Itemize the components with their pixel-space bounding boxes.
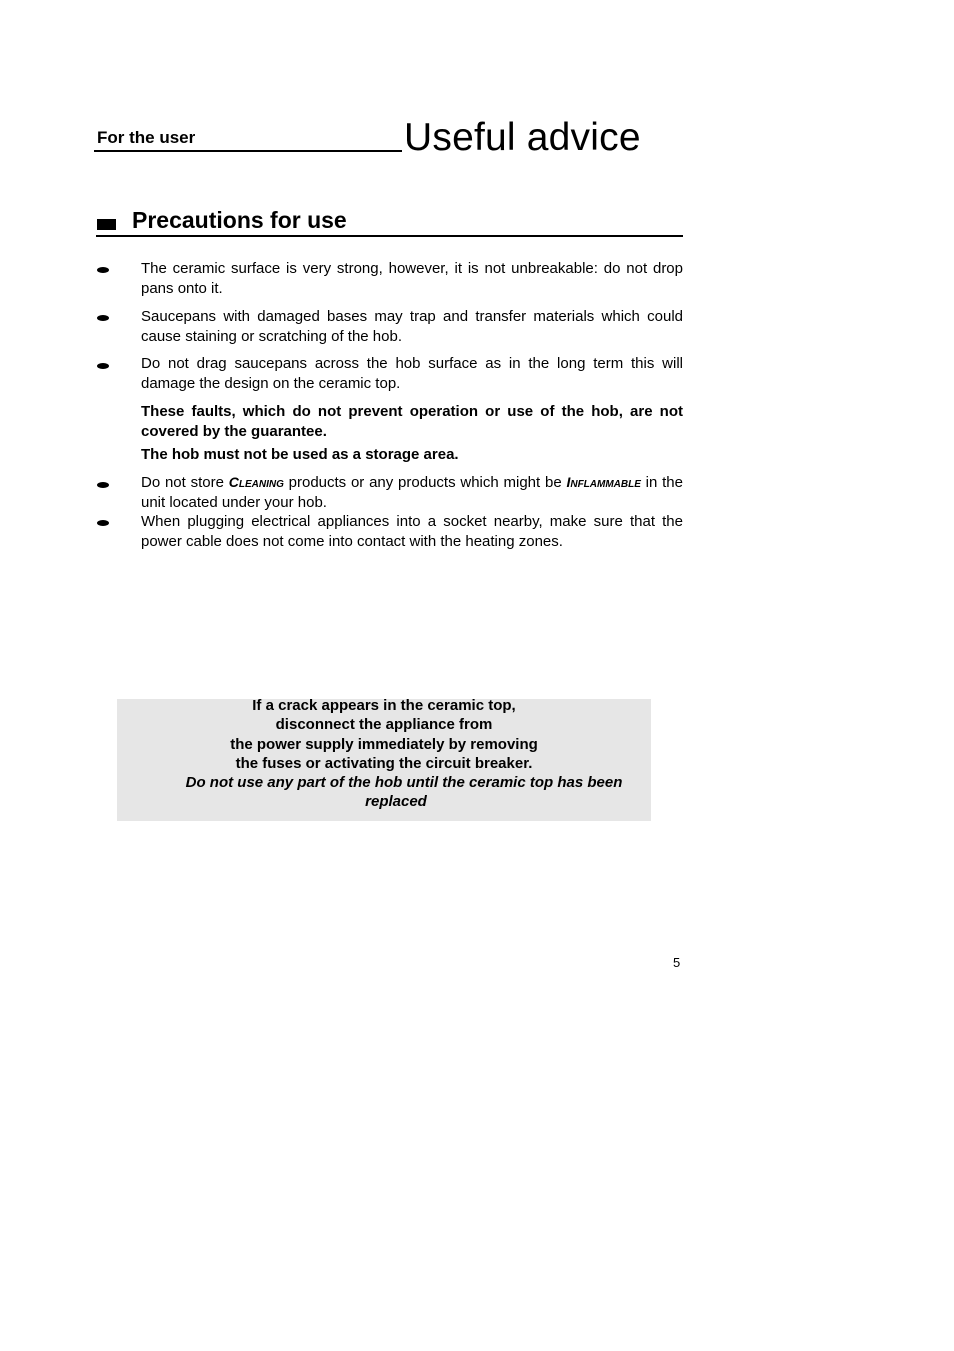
warning-line: the power supply immediately by removing: [230, 736, 538, 753]
section-label: For the user: [97, 128, 196, 147]
note-guarantee: These faults, which do not prevent operation or use of the hob, are not covered by the guarantee.: [141, 403, 683, 440]
warning-italic-line: replaced: [365, 793, 427, 810]
store-text-3: in the unit located under your hob.: [141, 474, 683, 511]
store-text-1: Do not store: [141, 474, 229, 491]
warning-italic-line: Do not use any part of the hob until the ceramic top has been: [185, 774, 623, 791]
bullet-icon: [97, 315, 109, 321]
warning-line: If a crack appears in the ceramic top,: [252, 697, 516, 714]
note-storage: The hob must not be used as a storage area.: [141, 446, 459, 463]
header-rule: [94, 150, 402, 152]
paragraph-ceramic-strength: The ceramic surface is very strong, however, it is not unbreakable: do not drop pans onto it.: [141, 260, 683, 297]
store-inflammable-term: Inflammable: [566, 474, 641, 490]
section-title: Precautions for use: [132, 207, 347, 233]
section-rule: [96, 235, 683, 237]
warning-box: [117, 699, 651, 821]
paragraph-do-not-store: [141, 473, 683, 512]
store-text-2: products or any products which might be: [283, 474, 567, 491]
paragraph-plugging: When plugging electrical appliances into a socket nearby, make sure that the power cable does not come into contact with the heating zones.: [141, 513, 683, 550]
paragraph-drag-saucepans: Do not drag saucepans across the hob surface as in the long term this will damage the design on the ceramic top.: [141, 355, 683, 392]
bullet-icon: [97, 482, 109, 488]
page-title: Useful advice: [404, 116, 641, 159]
warning-line: disconnect the appliance from: [275, 716, 493, 733]
section-marker-icon: [97, 219, 116, 230]
bullet-icon: [97, 363, 109, 369]
warning-line: the fuses or activating the circuit breaker.: [235, 755, 533, 772]
bullet-icon: [97, 267, 109, 273]
bullet-icon: [97, 520, 109, 526]
page-number: 5: [673, 955, 681, 970]
store-cleaning-term: Cleaning: [228, 474, 284, 490]
paragraph-saucepans-damaged: Saucepans with damaged bases may trap and transfer materials which could cause staining or scratching of the hob.: [141, 308, 683, 345]
